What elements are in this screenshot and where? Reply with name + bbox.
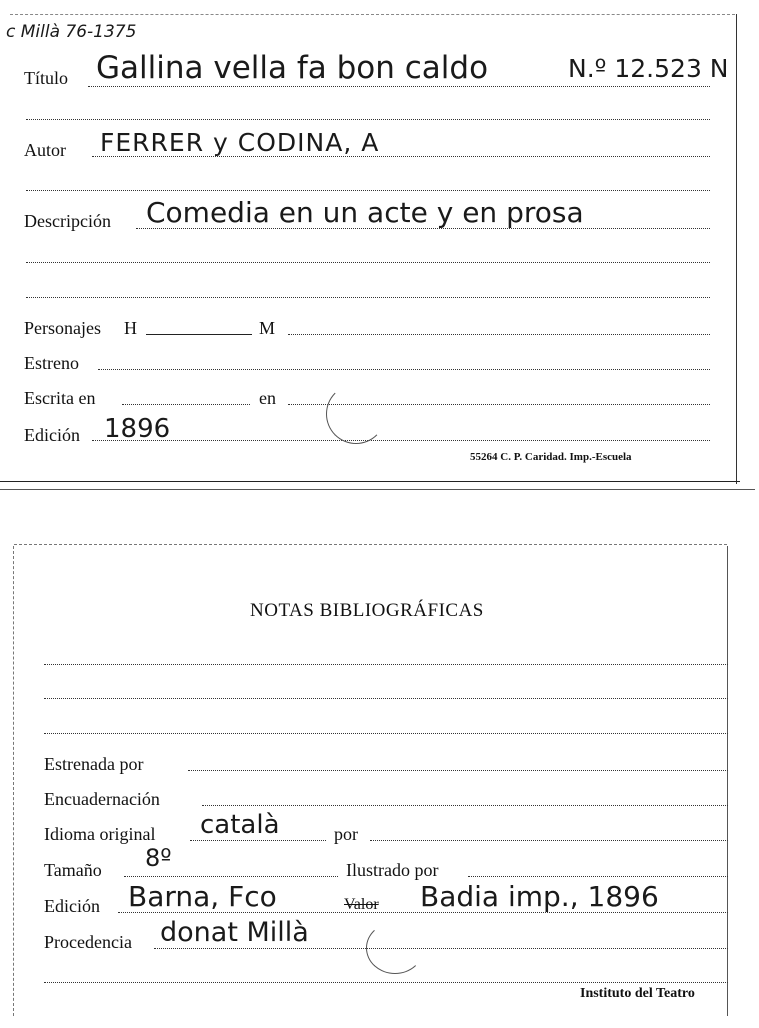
field-line-autor-2 xyxy=(26,190,710,191)
field-line-idioma xyxy=(190,840,326,841)
printer-imprint: 55264 C. P. Caridad. Imp.-Escuela xyxy=(470,451,632,463)
catalog-card-front xyxy=(0,0,759,495)
card-bottom-edge xyxy=(0,481,740,482)
label-titulo: Título xyxy=(24,68,68,88)
value-procedencia: donat Millà xyxy=(160,917,309,948)
ink-stamp-circle xyxy=(326,384,386,444)
label-valor: Valor xyxy=(344,896,379,913)
notes-line-bottom xyxy=(44,982,728,983)
label-idioma-original: Idioma original xyxy=(44,824,156,844)
value-descripcion: Comedia en un acte y en prosa xyxy=(146,196,584,229)
label-descripcion: Descripción xyxy=(24,211,111,231)
field-line-titulo-2 xyxy=(26,119,710,120)
field-line-estrenada-por xyxy=(188,770,728,771)
label-edicion: Edición xyxy=(44,896,100,916)
label-edicion: Edición xyxy=(24,425,80,445)
value-titulo: Gallina vella fa bon caldo xyxy=(96,50,489,86)
label-en: en xyxy=(259,388,276,408)
label-estrenada-por: Estrenada por xyxy=(44,754,144,774)
catalog-card-back xyxy=(0,540,759,1028)
field-line-descripcion-2 xyxy=(26,262,710,263)
label-estreno: Estreno xyxy=(24,353,79,373)
label-por: por xyxy=(334,824,358,844)
notes-line-1 xyxy=(44,664,728,665)
field-line-descripcion-3 xyxy=(26,297,710,298)
card-left-edge xyxy=(13,546,14,1016)
field-line-autor xyxy=(92,156,710,157)
ink-stamp-circle xyxy=(366,922,424,974)
label-personajes-m: M xyxy=(259,318,276,338)
notes-line-2 xyxy=(44,698,728,699)
footer-institution: Instituto del Teatro xyxy=(580,986,695,1001)
card-bottom-edge-shadow xyxy=(0,489,755,490)
label-autor: Autor xyxy=(24,140,66,160)
field-line-estreno xyxy=(98,369,710,370)
notes-line-3 xyxy=(44,733,728,734)
field-line-edicion xyxy=(118,912,728,913)
value-tamano: 8º xyxy=(145,844,172,872)
label-encuadernacion: Encuadernación xyxy=(44,789,160,809)
field-line-por xyxy=(370,840,728,841)
label-tamano: Tamaño xyxy=(44,860,102,880)
field-line-titulo xyxy=(88,86,710,87)
label-ilustrado-por: Ilustrado por xyxy=(346,860,439,880)
value-autor: FERRER y CODINA, A xyxy=(100,128,380,157)
label-personajes-h: H xyxy=(124,318,137,338)
field-line-h xyxy=(146,334,252,335)
field-line-escrita-en xyxy=(122,404,250,405)
card-right-edge xyxy=(727,546,728,1016)
field-line-procedencia xyxy=(154,948,728,949)
field-line-m xyxy=(288,334,710,335)
field-line-encuadernacion xyxy=(202,805,728,806)
label-procedencia: Procedencia xyxy=(44,932,132,952)
value-edicion-lugar: Barna, Fco xyxy=(128,880,277,913)
section-heading: NOTAS BIBLIOGRÁFICAS xyxy=(250,600,484,621)
field-line-descripcion xyxy=(136,228,710,229)
value-idioma: català xyxy=(200,810,280,840)
label-personajes: Personajes xyxy=(24,318,101,338)
card-top-edge xyxy=(10,14,735,15)
field-line-ilustrado-por xyxy=(468,876,728,877)
card-top-edge xyxy=(14,544,727,545)
card-right-edge xyxy=(736,14,737,484)
value-edicion: 1896 xyxy=(104,414,171,444)
corner-note: c Millà 76-1375 xyxy=(6,22,137,42)
label-escrita-en: Escrita en xyxy=(24,388,96,408)
value-valor: Badia imp., 1896 xyxy=(420,880,659,913)
value-numero: N.º 12.523 N xyxy=(568,54,729,83)
field-line-tamano xyxy=(124,876,338,877)
field-line-edicion xyxy=(92,440,710,441)
